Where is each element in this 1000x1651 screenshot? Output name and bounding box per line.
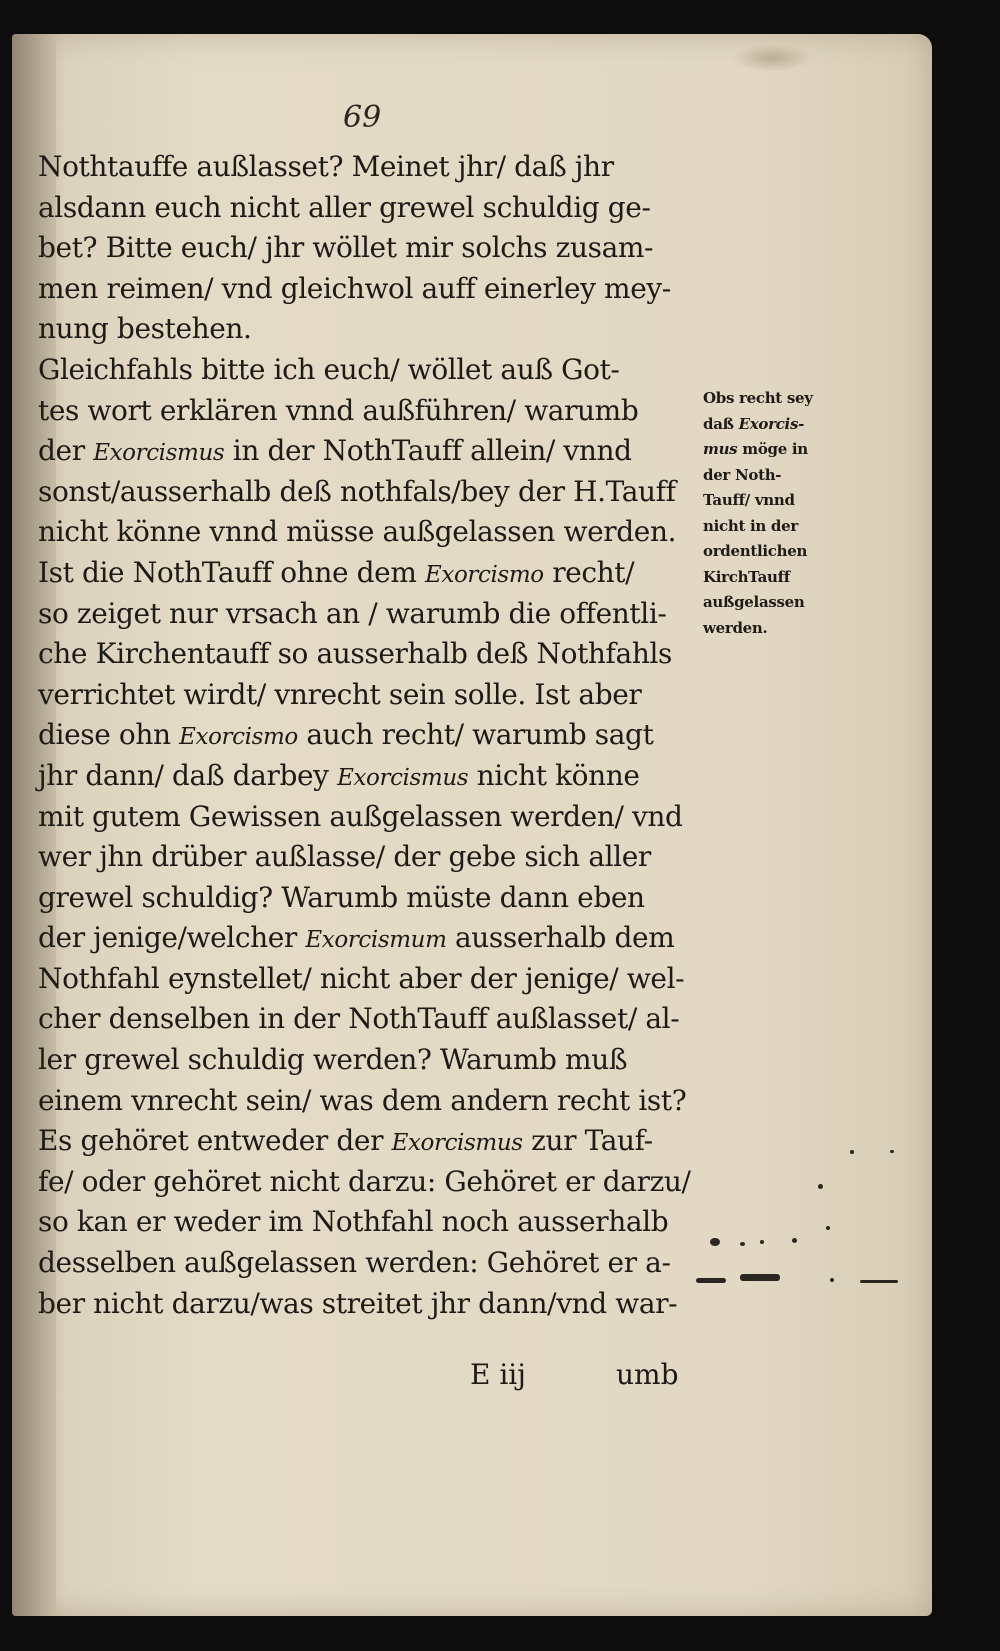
body-line-pre: Ist die NothTauff ohne dem <box>38 555 425 589</box>
body-line-text: bet? Bitte euch/ jhr wöllet mir solchs zusam- <box>38 231 654 265</box>
body-line <box>38 797 683 838</box>
body-line-text: Nothtauffe außlasset? Meinet jhr/ daß jhr <box>38 150 614 183</box>
marginal-line <box>703 616 858 642</box>
body-line-text: nung bestehen. <box>38 312 252 346</box>
body-line-latin-term: Exorcismum <box>305 927 447 954</box>
marginal-line-text: KirchTauff <box>703 567 790 586</box>
marginal-line <box>703 386 858 412</box>
marginal-line-text: Tauff/ vnnd <box>703 491 795 509</box>
marginal-line-text: der Noth- <box>703 465 782 484</box>
body-line-text: so zeiget nur vrsach an / warumb die offentli- <box>38 596 667 630</box>
body-line <box>38 350 678 391</box>
marginal-line <box>703 437 858 463</box>
marginal-note <box>703 386 858 641</box>
body-line-text: ler grewel schuldig werden? Warumb muß <box>38 1043 628 1077</box>
body-line-post: nicht könne <box>468 758 640 792</box>
body-line-post: in der NothTauff allein/ vnnd <box>224 434 632 468</box>
body-line <box>38 837 678 878</box>
body-line-text: Gleichfahls bitte ich euch/ wöllet auß Got- <box>38 352 620 386</box>
body-line <box>38 391 678 432</box>
body-line-post: auch recht/ warumb sagt <box>297 718 654 752</box>
body-line <box>38 1081 687 1122</box>
body-line-text: cher denselben in der NothTauff außlasset/ al- <box>38 1002 680 1036</box>
body-line <box>38 1243 678 1284</box>
body-line-latin-term: Exorcismus <box>337 764 469 791</box>
marginal-line-text: nicht in der <box>703 516 798 535</box>
body-line <box>38 1121 678 1162</box>
marginal-line <box>703 463 858 489</box>
body-line <box>38 1162 691 1203</box>
body-line <box>38 147 678 188</box>
body-line <box>38 918 678 959</box>
marginal-line <box>703 488 858 514</box>
body-line <box>38 999 678 1040</box>
body-line <box>38 1040 678 1081</box>
marginal-line-text: außgelassen <box>703 593 805 611</box>
marginal-line <box>703 514 858 540</box>
body-line-text: sonst/ausserhalb deß nothfals/bey der H.Tauff <box>38 474 676 508</box>
body-line-text: Nothfahl eynstellet/ nicht aber der jenige/ wel- <box>38 961 685 995</box>
body-line-post: recht/ <box>543 555 635 589</box>
body-line <box>38 878 678 919</box>
marginal-line-latin-term: Exorcis- <box>738 414 805 433</box>
body-line-text: desselben außgelassen werden: Gehöret er a- <box>38 1246 671 1280</box>
body-line-text: grewel schuldig? Warumb müste dann eben <box>38 880 645 914</box>
body-line-post: ausserhalb dem <box>446 921 675 955</box>
body-line <box>38 634 678 675</box>
body-line-text: ber nicht darzu/was streitet jhr dann/vnd war- <box>38 1286 678 1320</box>
body-line <box>38 959 685 1000</box>
body-line <box>38 756 678 797</box>
body-line-text: che Kirchentauff so ausserhalb deß Nothfahls <box>38 637 672 671</box>
marginal-line <box>703 539 858 565</box>
body-line <box>38 431 678 472</box>
body-line-pre: der jenige/welcher <box>38 921 306 955</box>
page-footer <box>38 1358 678 1398</box>
body-line <box>38 675 678 716</box>
body-line-text: alsdann euch nicht aller grewel schuldig ge- <box>38 190 651 224</box>
body-line-pre: der <box>38 434 94 468</box>
marginal-line-text: ordentlichen <box>703 542 808 560</box>
body-line <box>38 594 678 635</box>
body-line-latin-term: Exorcismus <box>391 1130 523 1157</box>
marginal-line-latin-term: mus <box>703 440 738 458</box>
marginal-line-post: möge in <box>737 440 808 458</box>
body-line-text: men reimen/ vnd gleichwol auff einerley mey- <box>38 271 671 305</box>
page-number: 69 <box>343 100 382 135</box>
ink-bleed-marks <box>700 1150 920 1300</box>
body-line-text: verrichtet wirdt/ vnrecht sein solle. Ist aber <box>38 677 642 711</box>
body-line <box>38 269 678 310</box>
body-line <box>38 309 678 350</box>
body-line-text: fe/ oder gehöret nicht darzu: Gehöret er darzu/ <box>38 1164 691 1198</box>
body-line <box>38 715 678 756</box>
marginal-line <box>703 590 858 616</box>
body-line-post: zur Tauf- <box>522 1124 653 1158</box>
body-line <box>38 472 678 513</box>
body-line <box>38 553 678 594</box>
signature-mark: E iij <box>470 1358 526 1391</box>
body-line <box>38 512 678 553</box>
body-line-latin-term: Exorcismus <box>93 440 225 467</box>
body-text <box>38 147 691 1324</box>
body-line-latin-term: Exorcismo <box>424 561 544 588</box>
body-line-text: nicht könne vnnd müsse außgelassen werden. <box>38 515 677 549</box>
marginal-line <box>703 565 858 591</box>
marginal-line-text: Obs recht sey <box>703 389 813 407</box>
body-line-text: einem vnrecht sein/ was dem andern recht ist? <box>38 1083 687 1117</box>
body-line <box>38 1202 678 1243</box>
paper-stain <box>732 44 812 72</box>
marginal-line-text: werden. <box>703 618 768 637</box>
body-line-text: mit gutem Gewissen außgelassen werden/ vnd <box>38 799 683 833</box>
body-line-latin-term: Exorcismo <box>179 724 298 751</box>
body-line-text: so kan er weder im Nothfahl noch ausserhalb <box>38 1205 669 1239</box>
body-line-text: wer jhn drüber außlasse/ der gebe sich aller <box>38 840 651 874</box>
body-line-pre: diese ohn <box>38 718 180 752</box>
body-line-pre: jhr dann/ daß darbey <box>38 758 338 792</box>
body-line <box>38 188 678 229</box>
marginal-line-pre: daß <box>703 414 739 433</box>
marginal-line <box>703 412 858 438</box>
body-line <box>38 1284 678 1325</box>
body-line-pre: Es gehöret entweder der <box>38 1124 392 1158</box>
body-line-text: tes wort erklären vnnd außführen/ warumb <box>38 393 639 427</box>
body-line <box>38 228 678 269</box>
catchword: umb <box>616 1358 679 1391</box>
